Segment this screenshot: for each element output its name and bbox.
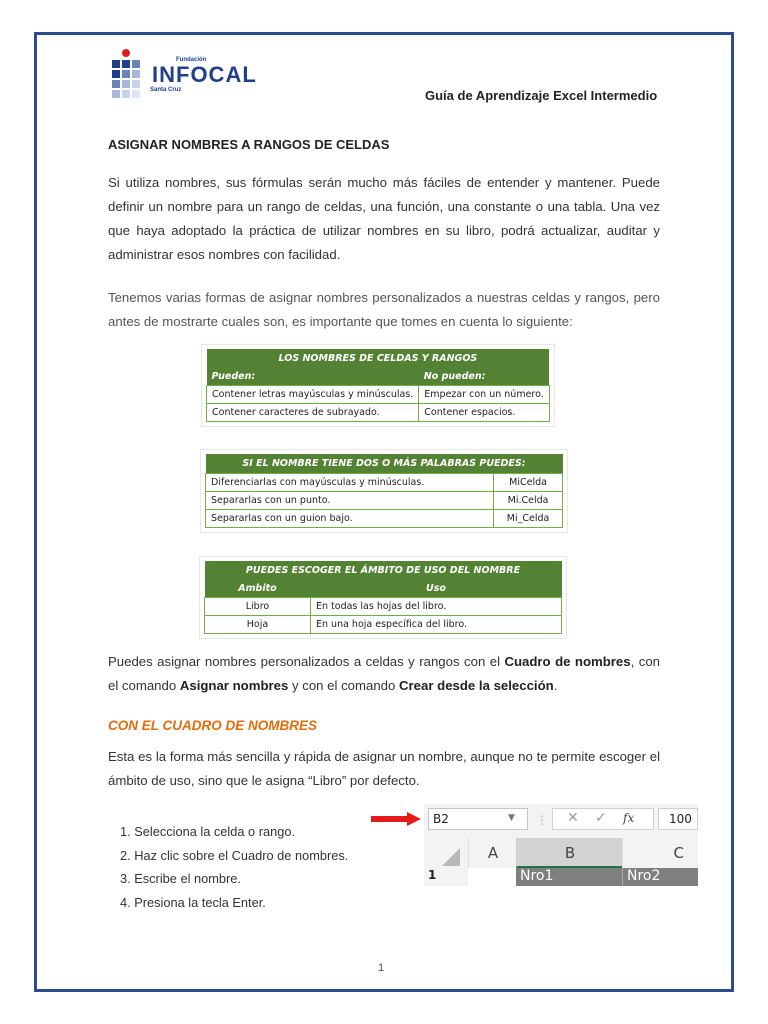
table-title: LOS NOMBRES DE CELDAS Y RANGOS [207, 349, 550, 368]
table-cell: Mi_Celda [494, 510, 563, 528]
list-item: 1. Selecciona la celda o rango. [120, 824, 296, 839]
multiword-table [205, 454, 563, 528]
subsection-title: CON EL CUADRO DE NOMBRES [108, 718, 318, 733]
document-header-title: Guía de Aprendizaje Excel Intermedio [425, 88, 658, 103]
dropdown-arrow-icon[interactable]: ▼ [508, 813, 515, 823]
names-rules-table-frame [201, 344, 555, 427]
intro-paragraph: Si utiliza nombres, sus fórmulas serán mucho más fáciles de entender y mantener. Puede definir un nombre para un rango de celdas, una función, una constante o una tabla. Una vez que haya adoptado la práctica de utilizar nombres en su libro, podrá actualizar, auditar y administrar esos nombres con facilidad. [108, 175, 660, 262]
page-number: 1 [378, 962, 385, 974]
cell-b1[interactable]: Nro1 [516, 868, 622, 886]
table-row [207, 404, 550, 422]
table-col-header: Uso [311, 580, 562, 598]
table-cell: Contener caracteres de subrayado. [207, 404, 419, 422]
name-box[interactable]: B2 [428, 808, 528, 830]
separator-dots-icon: ⋮ [536, 813, 548, 827]
crear-seleccion-term: Crear desde la selección [399, 678, 554, 693]
section-title: ASIGNAR NOMBRES A RANGOS DE CELDAS [108, 137, 390, 152]
list-item: 3. Escribe el nombre. [120, 871, 241, 886]
logo-foundation-text: Fundación [176, 57, 207, 63]
namebox-paragraph: Esta es la forma más sencilla y rápida de asignar un nombre, aunque no te permite escoger el ámbito de uso, sino que le asigna “Libro” por defecto. [108, 749, 660, 788]
methods-text: , con el comando [108, 654, 660, 693]
table-cell: Separarlas con un punto. [206, 492, 494, 510]
table-title: PUEDES ESCOGER EL ÁMBITO DE USO DEL NOMBRE [205, 561, 562, 580]
list-item: 4. Presiona la tecla Enter. [120, 894, 266, 910]
names-rules-table [206, 349, 550, 422]
formula-bar [424, 804, 698, 834]
logo-city-text: Santa Cruz [150, 87, 182, 93]
cell-c1[interactable]: Nro2 [622, 868, 698, 886]
logo-name: INFOCAL [152, 62, 257, 87]
column-header-b[interactable]: B [516, 838, 623, 868]
spreadsheet-row [424, 868, 698, 886]
table-row [205, 616, 562, 634]
table-title: SI EL NOMBRE TIENE DOS O MÁS PALABRAS PUEDES: [206, 454, 563, 474]
steps-list [120, 824, 348, 918]
table-cell: En todas las hojas del libro. [311, 598, 562, 616]
methods-text: Puedes asignar nombres personalizados a celdas y rangos con el [108, 654, 505, 669]
formula-input[interactable]: 100 [658, 808, 698, 830]
table-cell: Hoja [205, 616, 311, 634]
insert-function-icon[interactable]: fx [623, 811, 635, 825]
list-item: 2. Haz clic sobre el Cuadro de nombres. [120, 847, 349, 863]
methods-text: . [553, 678, 558, 693]
table-cell: Diferenciarlas con mayúsculas y minúsculas. [206, 474, 494, 492]
table-row [207, 386, 550, 404]
formula-buttons [552, 808, 654, 830]
methods-paragraph [108, 650, 660, 698]
table-row [205, 598, 562, 616]
column-header-a[interactable]: A [468, 838, 517, 868]
table-cell: Empezar con un número. [419, 386, 550, 404]
table-cell: MiCelda [494, 474, 563, 492]
asignar-nombres-term: Asignar nombres [179, 678, 289, 693]
table-row [206, 474, 563, 492]
scope-table-frame [199, 556, 567, 639]
ways-paragraph: Tenemos varias formas de asignar nombres personalizados a nuestras celdas y rangos, pero antes de mostrarte cuales son, es importante que tomes en cuenta lo siguiente: [108, 290, 660, 329]
table-cell: Contener letras mayúsculas y minúsculas. [207, 386, 419, 404]
table-col-header: Pueden: [207, 368, 419, 386]
row-header-1[interactable]: 1 [424, 868, 468, 886]
table-cell: Mi.Celda [494, 492, 563, 510]
select-all-triangle-icon [442, 848, 460, 866]
scope-table [204, 561, 562, 634]
cell-a1[interactable] [468, 868, 516, 886]
table-cell: Separarlas con un guion bajo. [206, 510, 494, 528]
table-row [206, 492, 563, 510]
excel-screenshot [424, 804, 698, 886]
table-cell: Contener espacios. [419, 404, 550, 422]
red-arrow-icon [371, 812, 421, 826]
cuadro-nombres-term: Cuadro de nombres [504, 654, 631, 669]
methods-text: y con el comando [288, 678, 400, 693]
table-col-header: No pueden: [419, 368, 550, 386]
column-header-c[interactable]: C [622, 838, 698, 868]
multiword-table-frame [200, 449, 568, 533]
check-icon[interactable]: ✓ [595, 810, 607, 826]
table-col-header: Ambito [205, 580, 311, 598]
table-cell: En una hoja específica del libro. [311, 616, 562, 634]
table-row [206, 510, 563, 528]
cancel-icon[interactable]: ✕ [567, 810, 579, 826]
table-cell: Libro [205, 598, 311, 616]
